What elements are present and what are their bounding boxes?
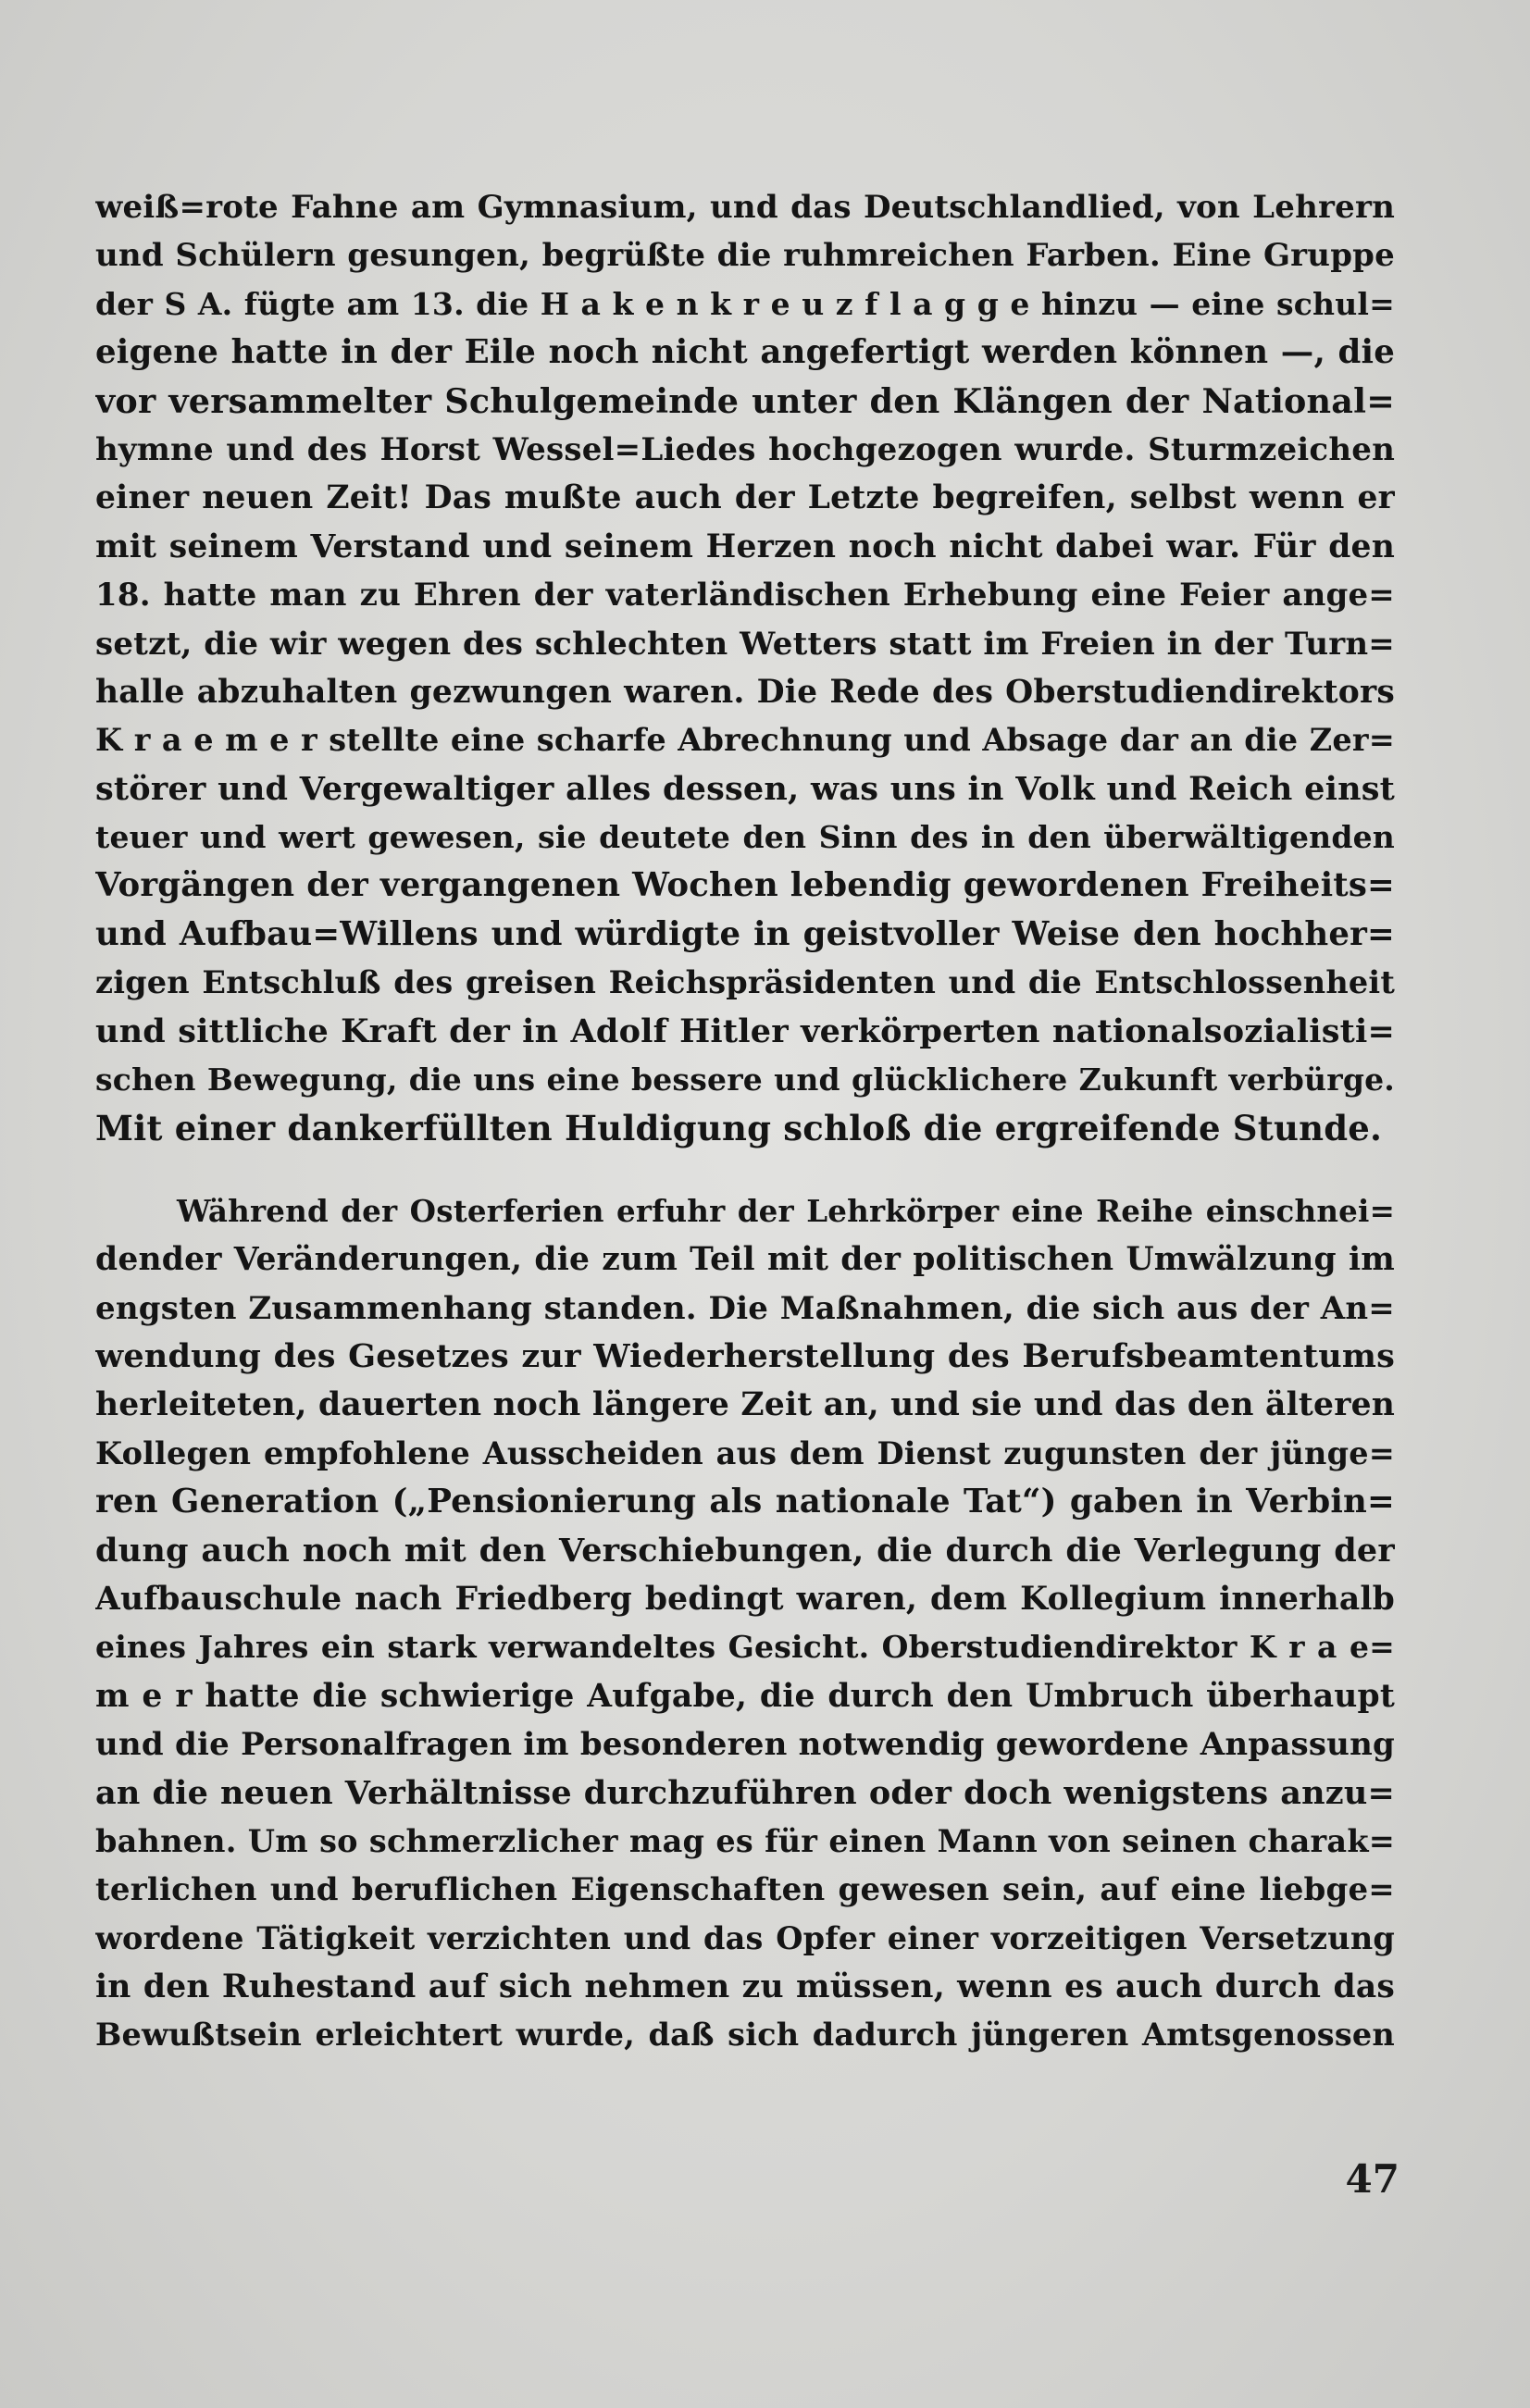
text-line: herleiteten, dauerten noch längere Zeit an, und sie und das den älteren	[95, 1386, 1395, 1424]
text-line: und Schülern gesungen, begrüßte die ruhmreichen Farben. Eine Gruppe	[95, 237, 1395, 275]
text-line: an die neuen Verhältnisse durchzuführen oder doch wenigstens anzu=	[95, 1773, 1395, 1812]
text-line: dung auch noch mit den Verschiebungen, die durch die Verlegung der	[95, 1531, 1395, 1570]
text-line: Vorgängen der vergangenen Wochen lebendig gewordenen Freiheits=	[95, 866, 1395, 905]
text-line: und sittliche Kraft der in Adolf Hitler verkörperten nationalsozialisti=	[95, 1012, 1395, 1050]
page-number: 47	[1345, 2156, 1399, 2202]
text-line: und Aufbau=Willens und würdigte in geistvoller Weise den hochher=	[95, 914, 1395, 953]
text-line-content: Während der Osterferien erfuhr der Lehrkörper eine Reihe einschnei=	[177, 1192, 1395, 1229]
text-line: K r a e m e r stellte eine scharfe Abrechnung und Absage dar an die Zer=	[95, 722, 1395, 759]
text-line: dender Veränderungen, die zum Teil mit der politischen Umwälzung im	[95, 1241, 1395, 1279]
text-line: schen Bewegung, die uns eine bessere und glücklichere Zukunft verbürge.	[95, 1061, 1395, 1098]
text-line: mit seinem Verstand und seinem Herzen noch nicht dabei war. Für den	[95, 528, 1395, 565]
text-line: engsten Zusammenhang standen. Die Maßnahmen, die sich aus der An=	[95, 1289, 1395, 1327]
text-line: vor versammelter Schulgemeinde unter den Klängen der National=	[95, 380, 1395, 421]
text-line: hymne und des Horst Wessel=Liedes hochgezogen wurde. Sturmzeichen	[95, 430, 1395, 468]
text-line: Mit einer dankerfüllten Huldigung schloß die ergreifende Stunde.	[95, 1108, 1383, 1149]
body-text	[95, 183, 1395, 2060]
text-line: Bewußtsein erleichtert wurde, daß sich dadurch jüngeren Amtsgenossen	[95, 2017, 1395, 2054]
text-line: Aufbauschule nach Friedberg bedingt waren, dem Kollegium innerhalb	[95, 1580, 1395, 1618]
text-line: terlichen und beruflichen Eigenschaften gewesen sein, auf eine liebge=	[95, 1871, 1395, 1909]
text-line: halle abzuhalten gezwungen waren. Die Rede des Oberstudiendirektors	[95, 673, 1395, 711]
paragraph-2	[95, 1187, 1395, 2060]
text-line: in den Ruhestand auf sich nehmen zu müssen, wenn es auch durch das	[95, 1968, 1395, 2006]
text-line: und die Personalfragen im besonderen notwendig gewordene Anpassung	[95, 1726, 1395, 1764]
text-line: störer und Vergewaltiger alles dessen, was uns in Volk und Reich einst	[95, 769, 1395, 808]
text-line: teuer und wert gewesen, sie deutete den Sinn des in den überwältigenden	[95, 819, 1395, 856]
text-line: ren Generation („Pensionierung als nationale Tat“) gaben in Verbin=	[95, 1483, 1395, 1521]
text-line: weiß=rote Fahne am Gymnasium, und das Deutschlandlied, von Lehrern	[95, 189, 1395, 226]
text-line	[95, 1187, 1395, 1235]
paragraph-1	[95, 183, 1395, 1153]
text-line: zigen Entschluß des greisen Reichspräsidenten und die Entschlossenheit	[95, 964, 1395, 1001]
text-line: der S A. fügte am 13. die H a k e n k r e u z f l a g g e hinzu — eine schul=	[95, 285, 1395, 322]
text-line: bahnen. Um so schmerzlicher mag es für einen Mann von seinen charak=	[95, 1822, 1395, 1859]
text-line: wendung des Gesetzes zur Wiederherstellung des Berufsbeamtentums	[95, 1336, 1395, 1375]
text-line: einer neuen Zeit! Das mußte auch der Letzte begreifen, selbst wenn er	[95, 479, 1395, 517]
text-line: wordene Tätigkeit verzichten und das Opfer einer vorzeitigen Versetzung	[95, 1919, 1395, 1956]
paragraph-gap	[95, 1153, 1395, 1187]
text-line: Kollegen empfohlene Ausscheiden aus dem Dienst zugunsten der jünge=	[95, 1434, 1395, 1471]
text-line: eigene hatte in der Eile noch nicht angefertigt werden können —, die	[95, 333, 1395, 372]
text-line: 18. hatte man zu Ehren der vaterländischen Erhebung eine Feier ange=	[95, 577, 1395, 614]
text-line: eines Jahres ein stark verwandeltes Gesicht. Oberstudiendirektor K r a e=	[95, 1629, 1395, 1666]
text-line: setzt, die wir wegen des schlechten Wetters statt im Freien in der Turn=	[95, 625, 1395, 663]
text-line: m e r hatte die schwierige Aufgabe, die durch den Umbruch überhaupt	[95, 1677, 1395, 1715]
